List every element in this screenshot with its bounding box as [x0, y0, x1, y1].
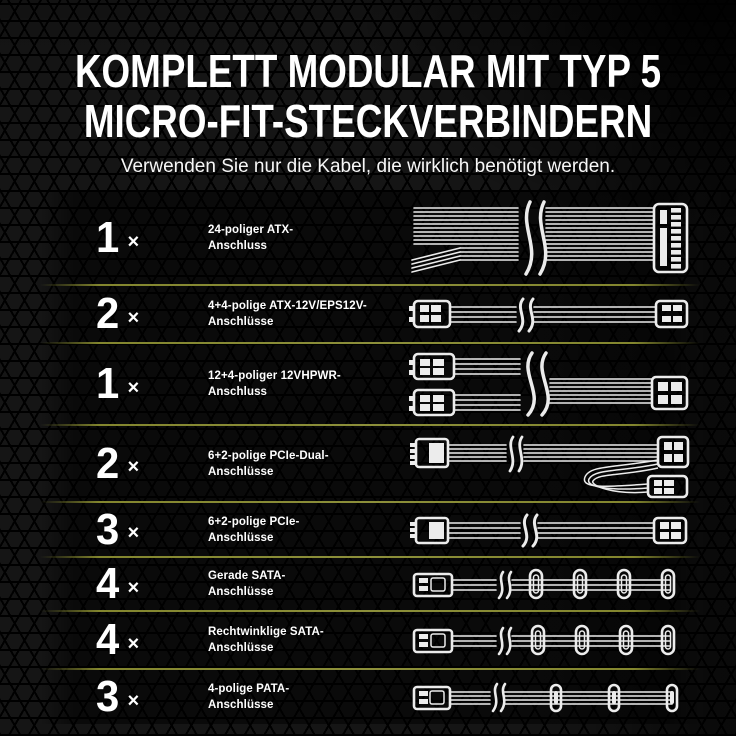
times-symbol: ×: [127, 376, 140, 399]
cable-illustration-wrap: [404, 429, 694, 499]
cable-quantity: [96, 438, 172, 488]
cable-label: [208, 624, 404, 656]
cable-label-line1: Gerade SATA-: [208, 570, 286, 582]
quantity-number: 3: [96, 504, 120, 554]
cable-label-line2: Anschlüsse: [208, 316, 274, 328]
cable-row-pata: [40, 670, 700, 724]
cable-illustration-wrap: [404, 351, 694, 417]
cable-row-sata-right-angle: [40, 612, 700, 668]
cable-illustration-wrap: [404, 200, 694, 276]
times-symbol: ×: [127, 230, 140, 253]
cable-quantity: [96, 504, 172, 554]
cable-row-12vhpwr: [40, 344, 700, 424]
12vhpwr-cable-icon: [404, 351, 694, 417]
quantity-number: 4: [96, 615, 120, 664]
cable-label-line1: 12+4-poliger 12VHPWR-: [208, 370, 341, 382]
cable-quantity: [96, 615, 172, 664]
page-subtitle: Verwenden Sie nur die Kabel, die wirklich benötigt werden.: [120, 156, 616, 177]
cable-list: [40, 192, 700, 724]
cable-label-line1: 4+4-polige ATX-12V/EPS12V-: [208, 300, 367, 312]
cable-illustration-wrap: [404, 678, 694, 716]
cable-quantity: [96, 213, 172, 262]
times-symbol: ×: [127, 632, 140, 655]
cable-label-line1: 6+2-polige PCIe-: [208, 515, 300, 528]
page-title-line2: MICRO-FIT-STECKVERBINDERN: [83, 95, 653, 147]
cable-illustration-wrap: [404, 510, 694, 550]
times-symbol: ×: [127, 456, 140, 478]
cable-label-line1: Rechtwinklige SATA-: [208, 626, 324, 638]
quantity-number: 4: [96, 559, 120, 608]
cable-label: [208, 298, 404, 330]
times-symbol: ×: [127, 306, 140, 329]
quantity-number: 3: [96, 672, 120, 721]
cable-label: [208, 448, 404, 480]
cable-label: [208, 681, 404, 713]
times-symbol: ×: [127, 689, 140, 712]
cable-quantity: [96, 559, 172, 608]
cable-quantity: [96, 359, 172, 408]
cable-label: [208, 368, 404, 400]
cable-label-line1: 24-poliger ATX-: [208, 224, 294, 236]
page-title-line1: KOMPLETT MODULAR MIT TYP 5: [74, 45, 662, 97]
times-symbol: ×: [127, 576, 140, 599]
quantity-number: 2: [96, 289, 120, 338]
cable-label-line2: Anschlüsse: [208, 531, 274, 544]
straight-sata-cable-icon: [404, 566, 694, 602]
pcie-cable-icon: [404, 510, 694, 550]
cable-row-pcie-dual: [40, 426, 700, 501]
pata-cable-icon: [404, 678, 694, 716]
4plus4-eps12v-cable-icon: [404, 293, 694, 335]
cable-label: [208, 568, 404, 600]
cable-label-line2: Anschluss: [208, 240, 268, 252]
cable-label-line2: Anschlüsse: [208, 699, 274, 711]
cable-row-sata-straight: [40, 558, 700, 610]
cable-row-eps12v: [40, 286, 700, 342]
24-pin-atx-cable-icon: [404, 200, 694, 276]
pcie-dual-cable-icon: [404, 429, 694, 499]
header: [0, 0, 736, 179]
cable-label-line1: 6+2-polige PCIe-Dual-: [208, 449, 329, 462]
cable-row-pcie: [40, 503, 700, 556]
cable-illustration-wrap: [404, 293, 694, 335]
cable-label: [208, 222, 404, 254]
right-angle-sata-cable-icon: [404, 622, 694, 658]
times-symbol: ×: [127, 522, 140, 544]
cable-quantity: [96, 289, 172, 338]
cable-label-line1: 4-polige PATA-: [208, 683, 290, 695]
quantity-number: 1: [96, 359, 120, 408]
cable-label-line2: Anschlüsse: [208, 586, 274, 598]
cable-illustration-wrap: [404, 566, 694, 602]
cable-row-24pin-atx: [40, 192, 700, 284]
cable-illustration-wrap: [404, 622, 694, 658]
quantity-number: 1: [96, 213, 120, 262]
cable-label-line2: Anschlüsse: [208, 642, 274, 654]
cable-label-line2: Anschlüsse: [208, 465, 274, 478]
cable-label: [208, 514, 404, 546]
cable-quantity: [96, 672, 172, 721]
quantity-number: 2: [96, 438, 120, 488]
cable-label-line2: Anschluss: [208, 386, 268, 398]
